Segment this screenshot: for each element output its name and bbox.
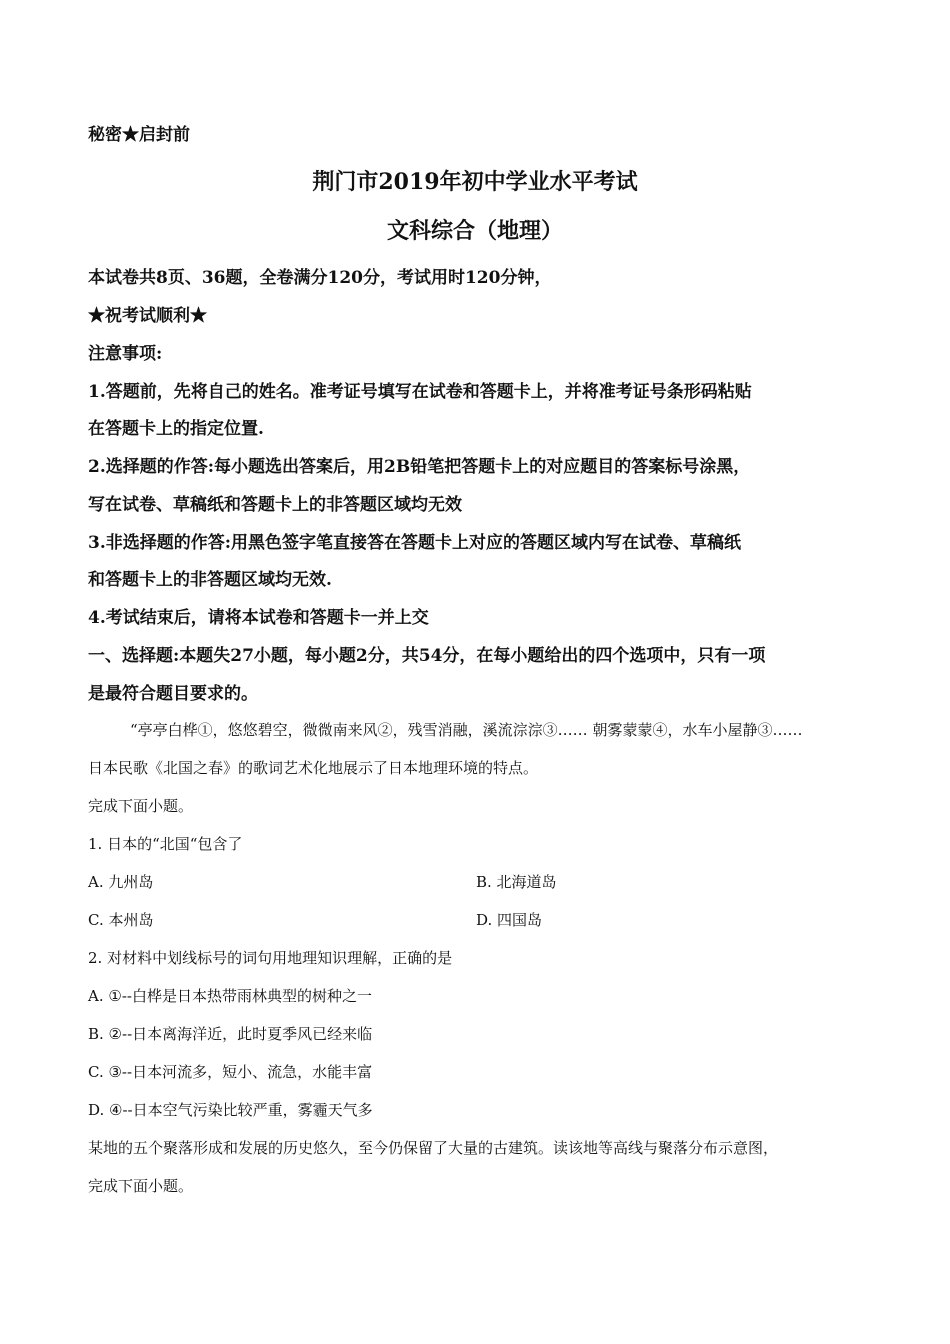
notice-line: 在答题卡上的指定位置. bbox=[88, 419, 264, 439]
notice-line: 2.选择题的作答:每小题选出答案后，用2B铅笔把答题卡上的对应题目的答案标号涂黑， bbox=[88, 457, 751, 477]
question-1-option-a: A. 九州岛 bbox=[88, 873, 154, 891]
question-2-option-c: C. ③--日本河流多，短小、流急，水能丰富 bbox=[88, 1063, 373, 1081]
notice-line: 4.考试结束后，请将本试卷和答题卡一并上交 bbox=[88, 608, 429, 628]
passage-prompt: 完成下面小题。 bbox=[88, 797, 194, 815]
secret-label: 秘密★启封前 bbox=[88, 125, 190, 145]
question-2-option-d: D. ④--日本空气污染比较严重，雾霾天气多 bbox=[88, 1101, 373, 1119]
question-1-stem: 1. 日本的“北国“包含了 bbox=[88, 835, 243, 853]
question-1-option-d: D. 四国岛 bbox=[476, 911, 543, 929]
notice-line: 1.答题前，先将自己的姓名。准考证号填写在试卷和答题卡上，并将准考证号条形码粘贴 bbox=[88, 382, 752, 402]
next-prompt: 完成下面小题。 bbox=[88, 1177, 194, 1195]
good-luck-wish: ★祝考试顺利★ bbox=[88, 306, 207, 326]
exam-subtitle: 文科综合（地理） bbox=[386, 218, 563, 244]
question-1-option-b: B. 北海道岛 bbox=[476, 873, 557, 891]
question-1-option-c: C. 本州岛 bbox=[88, 911, 154, 929]
exam-info: 本试卷共8页、36题，全卷满分120分，考试用时120分钟， bbox=[88, 268, 552, 288]
notice-heading: 注意事项: bbox=[88, 344, 163, 364]
question-2-stem: 2. 对材料中划线标号的词句用地理知识理解，正确的是 bbox=[88, 949, 453, 967]
section-heading: 一、选择题:本题失27小题，每小题2分，共54分，在每小题给出的四个选项中，只有一项 bbox=[88, 646, 766, 666]
notice-line: 3.非选择题的作答:用黑色签字笔直接答在答题卡上对应的答题区域内写在试卷、草稿纸 bbox=[88, 533, 742, 553]
section-heading-cont: 是最符合题目要求的。 bbox=[88, 684, 258, 704]
next-passage: 某地的五个聚落形成和发展的历史悠久，至今仍保留了大量的古建筑。读该地等高线与聚落分布示意图， bbox=[88, 1139, 779, 1157]
notice-line: 写在试卷、草稿纸和答题卡上的非答题区域均无效 bbox=[88, 495, 462, 515]
question-2-option-b: B. ②--日本离海洋近，此时夏季风已经来临 bbox=[88, 1025, 373, 1043]
passage-desc: 日本民歌《北国之春》的歌词艺术化地展示了日本地理环境的特点。 bbox=[88, 759, 539, 777]
question-2-option-a: A. ①--白桦是日本热带雨林典型的树种之一 bbox=[88, 987, 372, 1005]
passage-lyrics: “亭亭白桦①，悠悠碧空，微微南来风②，残雪消融，溪流淙淙③…… 朝雾蒙蒙④，水车小屋静③…… bbox=[130, 721, 803, 739]
notice-line: 和答题卡上的非答题区域均无效. bbox=[88, 570, 332, 590]
exam-title: 荆门市2019年初中学业水平考试 bbox=[312, 169, 638, 195]
